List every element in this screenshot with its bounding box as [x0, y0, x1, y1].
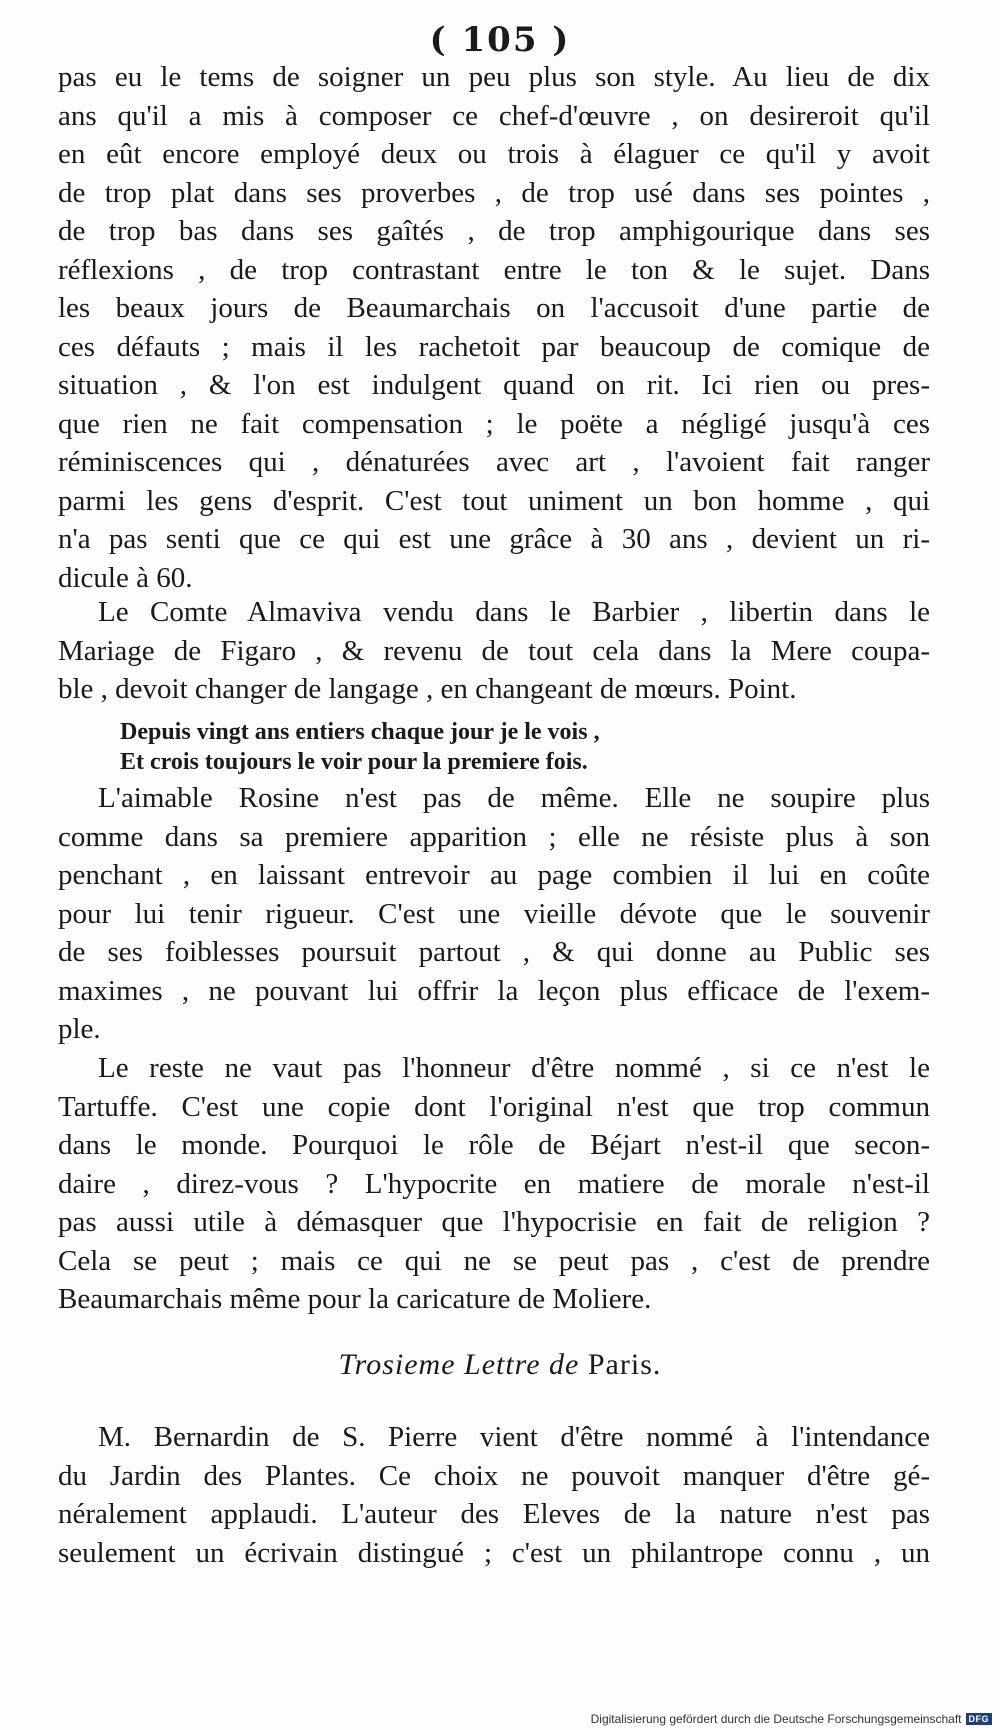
heading-title: Trosieme Lettre de	[338, 1348, 580, 1381]
text-line: en eût encore employé deux ou trois à élaguer ce qu'il y avoit	[58, 138, 930, 170]
text-line: Mariage de Figaro , & revenu de tout cela dans la Mere coupa-	[58, 634, 930, 667]
text-line: parmi les gens d'esprit. C'est tout uniment un bon homme , qui	[58, 484, 930, 517]
text-line: dicule à 60.	[58, 561, 193, 594]
dfg-logo-icon: DFG	[966, 1713, 993, 1725]
digitization-footer	[591, 1712, 992, 1726]
text-line: seulement un écrivain distingué ; c'est un philantrope connu , un	[58, 1536, 930, 1569]
text-line: dans le monde. Pourquoi le rôle de Béjart n'est-il que secon-	[58, 1129, 930, 1161]
text-line: penchant , en laissant entrevoir au page combien il lui en coûte	[58, 859, 930, 891]
footer-text: Digitalisierung gefördert durch die Deutsche Forschungsgemeinschaft	[590, 1712, 962, 1726]
heading-place: Paris.	[587, 1348, 662, 1381]
text-line: M. Bernardin de S. Pierre vient d'être nommé à l'intendance	[98, 1421, 930, 1453]
paragraph-2	[58, 593, 930, 709]
text-line: que rien ne fait compensation ; le poëte a négligé jusqu'à ces	[58, 407, 930, 440]
text-line: comme dans sa premiere apparition ; elle ne résiste plus à son	[58, 820, 930, 853]
text-line: néralement applaudi. L'auteur des Eleves de la nature n'est pas	[58, 1498, 930, 1530]
text-line: L'aimable Rosine n'est pas de même. Elle ne soupire plus	[98, 782, 930, 814]
text-line: ces défauts ; mais il les rachetoit par beaucoup de comique de	[58, 330, 930, 363]
text-line: Le Comte Almaviva vendu dans le Barbier , libertin dans le	[98, 596, 930, 628]
text-line: situation , & l'on est indulgent quand on rit. Ici rien ou pres-	[58, 369, 930, 401]
text-line: les beaux jours de Beaumarchais on l'accusoit d'une partie de	[58, 292, 930, 324]
text-line: de trop plat dans ses proverbes , de trop usé dans ses pointes ,	[58, 176, 930, 209]
text-line: de ses foiblesses poursuit partout , & qui donne au Public ses	[58, 936, 930, 968]
verse-quotation	[120, 717, 820, 777]
text-line: pour lui tenir rigueur. C'est une vieille dévote que le souvenir	[58, 897, 930, 930]
verse-line: Et crois toujours le voir pour la premiere fois.	[120, 749, 588, 775]
text-line: Beaumarchais même pour la caricature de Moliere.	[58, 1283, 652, 1315]
text-line: ble , devoit changer de langage , en changeant de mœurs. Point.	[58, 673, 797, 705]
paragraph-5	[58, 1418, 930, 1572]
text-line: de trop bas dans ses gaîtés , de trop amphigourique dans ses	[58, 215, 930, 247]
verse-line: Depuis vingt ans entiers chaque jour je le vois ,	[120, 719, 600, 745]
text-line: daire , direz-vous ? L'hypocrite en matiere de morale n'est-il	[58, 1167, 930, 1200]
text-line: n'a pas senti que ce qui est une grâce à 30 ans , devient un ri-	[58, 523, 930, 555]
text-line: pas aussi utile à démasquer que l'hypocrisie en fait de religion ?	[58, 1206, 930, 1238]
text-line: réflexions , de trop contrastant entre le ton & le sujet. Dans	[58, 253, 930, 286]
text-line: pas eu le tems de soigner un peu plus son style. Au lieu de dix	[58, 61, 930, 93]
section-heading	[0, 1348, 1000, 1382]
text-line: du Jardin des Plantes. Ce choix ne pouvoit manquer d'être gé-	[58, 1459, 930, 1492]
text-line: Tartuffe. C'est une copie dont l'original n'est que trop commun	[58, 1090, 930, 1123]
text-line: ans qu'il a mis à composer ce chef-d'œuvre , on desireroit qu'il	[58, 99, 930, 132]
text-line: ple.	[58, 1013, 101, 1045]
page-number: ( 105 )	[429, 20, 571, 60]
paragraph-3	[58, 779, 930, 1049]
text-line: maximes , ne pouvant lui offrir la leçon plus efficace de l'exem-	[58, 974, 930, 1007]
paragraph-1	[58, 58, 930, 597]
paragraph-4	[58, 1049, 930, 1319]
text-line: réminiscences qui , dénaturées avec art , l'avoient fait ranger	[58, 446, 930, 478]
text-line: Le reste ne vaut pas l'honneur d'être nommé , si ce n'est le	[98, 1052, 930, 1084]
text-line: Cela se peut ; mais ce qui ne se peut pas , c'est de prendre	[58, 1244, 930, 1277]
